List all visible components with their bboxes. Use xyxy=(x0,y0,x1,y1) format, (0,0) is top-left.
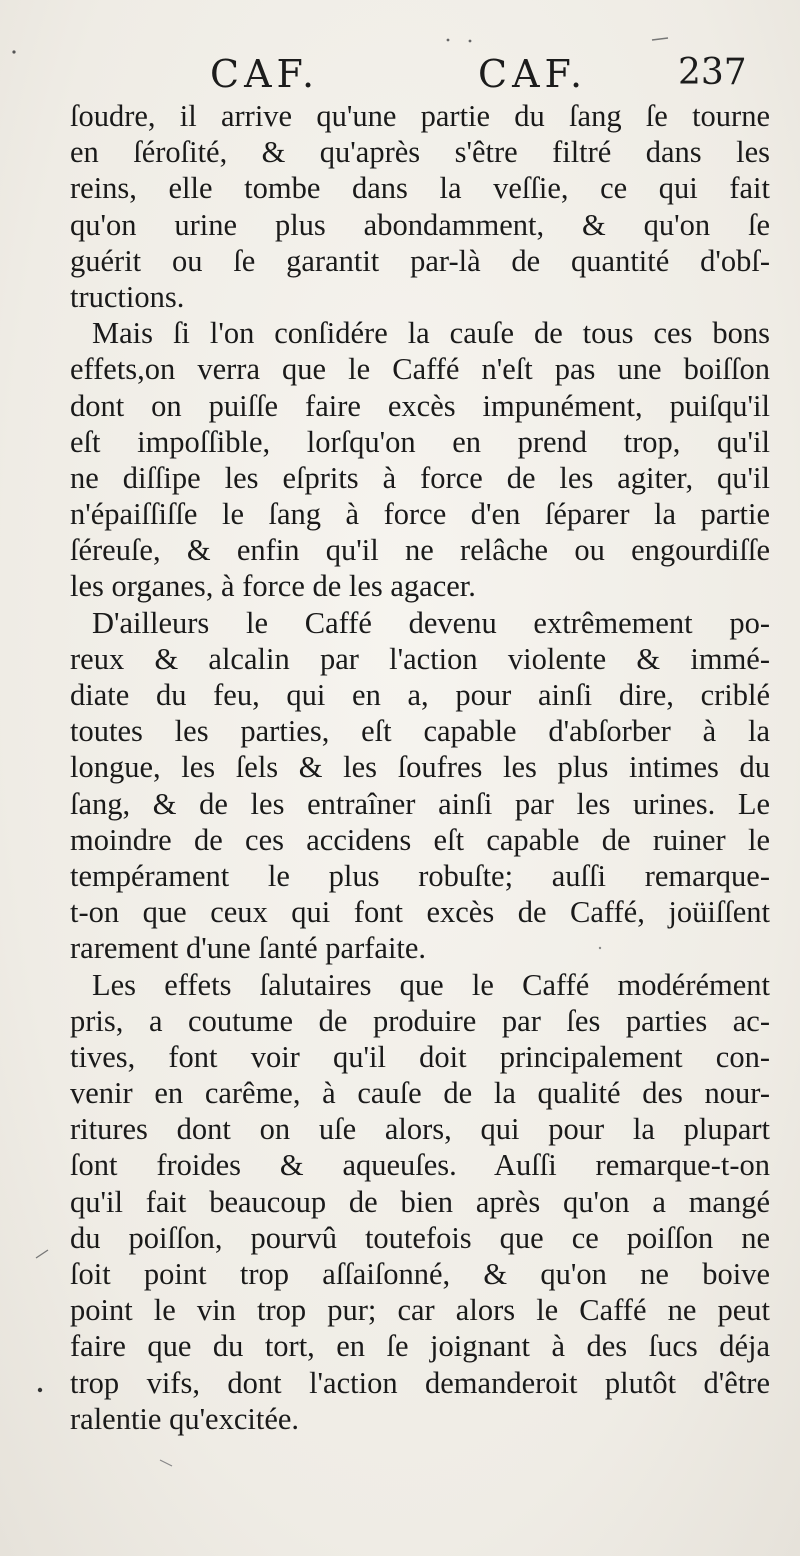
text-line: Les effets ſalutaires que le Caffé modérément xyxy=(92,967,770,1002)
paragraph-1 xyxy=(70,98,770,315)
text-line: ſoudre, il arrive qu'une partie du ſang ſe tourne xyxy=(70,99,770,133)
text-line: tives, font voir qu'il doit principalement con- xyxy=(70,1039,770,1074)
text-line: dont on puiſſe faire excès impunément, puiſqu'il xyxy=(70,388,770,423)
text-line: tructions. xyxy=(70,279,185,314)
text-line: effets,on verra que le Caffé n'eſt pas une boiſſon xyxy=(70,352,770,387)
body-text xyxy=(70,98,770,1437)
text-line: ritures dont on uſe alors, qui pour la plupart xyxy=(70,1112,770,1147)
paragraph-3 xyxy=(70,605,770,967)
text-line: trop vifs, dont l'action demanderoit plutôt d'être xyxy=(70,1365,770,1400)
text-line: qu'il fait beaucoup de bien après qu'on a mangé xyxy=(70,1184,770,1219)
text-line: diate du feu, qui en a, pour ainſi dire, criblé xyxy=(70,678,770,712)
text-line: qu'on urine plus abondamment, & qu'on ſe xyxy=(70,207,770,242)
text-line: t-on que ceux qui font excès de Caffé, joüiſſent xyxy=(70,895,770,930)
paragraph-2 xyxy=(70,315,770,605)
text-line: toutes les parties, eſt capable d'abſorber à la xyxy=(70,714,770,749)
running-title-left: CAF. xyxy=(210,52,320,96)
text-line: point le vin trop pur; car alors le Caffé ne peut xyxy=(70,1293,770,1328)
text-line: ſéreuſe, & enfin qu'il ne relâche ou engourdiſſe xyxy=(70,533,770,568)
text-line: reux & alcalin par l'action violente & immé- xyxy=(70,641,770,676)
text-line: D'ailleurs le Caffé devenu extrêmement po- xyxy=(92,605,770,640)
text-line: ſoit point trop aſſaiſonné, & qu'on ne boive xyxy=(70,1257,770,1291)
text-line: ſont froides & aqueuſes. Auſſi remarque-t-on xyxy=(70,1148,770,1183)
text-line: en ſéroſité, & qu'après s'être filtré dans les xyxy=(70,135,770,170)
text-line: ne diſſipe les eſprits à force de les agiter, qu'il xyxy=(70,460,770,495)
text-line: ſang, & de les entraîner ainſi par les urines. Le xyxy=(70,786,770,821)
text-line: tempérament le plus robuſte; auſſi remarque- xyxy=(70,858,770,893)
text-line: les organes, à force de les agacer. xyxy=(70,569,476,604)
text-line: n'épaiſſiſſe le ſang à force d'en ſéparer la partie xyxy=(70,497,770,532)
paragraph-4 xyxy=(70,967,770,1437)
running-title-right: CAF. xyxy=(478,52,588,96)
running-header xyxy=(0,52,800,102)
text-line: du poiſſon, pourvû toutefois que ce poiſſon ne xyxy=(70,1220,770,1255)
text-line: longue, les ſels & les ſoufres les plus intimes du xyxy=(70,750,770,785)
text-line: venir en carême, à cauſe de la qualité des nour- xyxy=(70,1076,770,1111)
text-line: ralentie qu'excitée. xyxy=(70,1401,300,1436)
text-line: reins, elle tombe dans la veſſie, ce qui fait xyxy=(70,171,770,206)
text-line: guérit ou ſe garantit par-là de quantité d'obſ- xyxy=(70,243,770,278)
text-line: Mais ſi l'on conſidére la cauſe de tous ces bons xyxy=(92,316,770,351)
text-line: pris, a coutume de produire par ſes parties ac- xyxy=(70,1003,770,1038)
page-number: 237 xyxy=(678,52,747,93)
text-line: rarement d'une ſanté parfaite. xyxy=(70,931,427,966)
text-line: eſt impoſſible, lorſqu'on en prend trop, qu'il xyxy=(70,424,770,459)
text-line: faire que du tort, en ſe joignant à des ſucs déja xyxy=(70,1329,770,1364)
text-line: moindre de ces accidens eſt capable de ruiner le xyxy=(70,822,770,857)
